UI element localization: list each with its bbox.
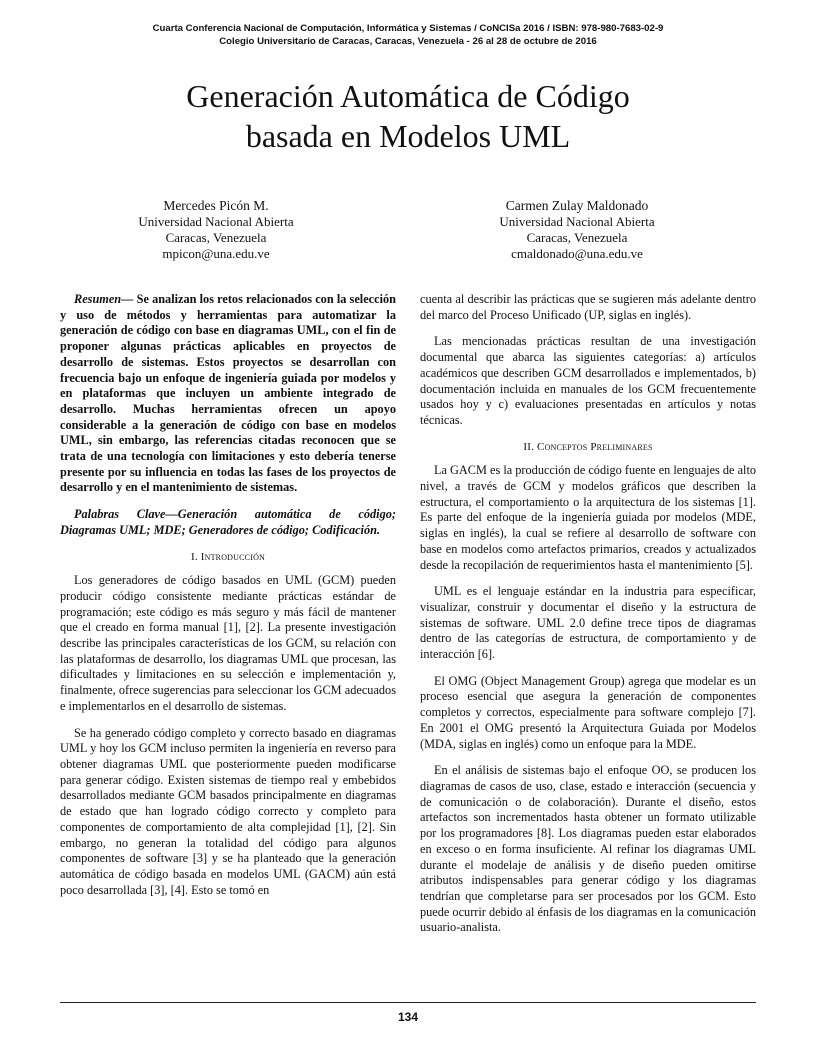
paper-title xyxy=(0,76,816,156)
author-name: Carmen Zulay Maldonado xyxy=(505,198,649,213)
section-numeral: I. xyxy=(190,550,198,563)
author-location: Caracas, Venezuela xyxy=(526,230,628,245)
title-line-1: Generación Automática de Código xyxy=(186,78,630,114)
author-block xyxy=(457,198,697,262)
header-line-1: Cuarta Conferencia Nacional de Computación, Informática y Sistemas / CoNCISa 2016 / ISBN: 978-980-7683-02-9 xyxy=(152,23,664,34)
author-affiliation: Universidad Nacional Abierta xyxy=(499,214,655,229)
section-title: Introducción xyxy=(200,550,266,563)
author-block xyxy=(96,198,336,262)
header-line-2: Colegio Universitario de Caracas, Caracas, Venezuela - 26 al 28 de octubre de 2016 xyxy=(219,36,597,47)
paragraph: Se ha generado código completo y correcto basado en diagramas UML y hoy los GCM incluso permiten la ingeniería en reverso para obtener diagramas UML que posteriormente pueden modificarse para generar código. Existen sistemas de tiempo real y embebidos desarrollados mediante GCM basados principalmente en diagramas de estado que han logrado código correcto y completo para componentes de comportamiento de alta complejidad [1], [2]. Sin embargo, no generan la totalidad del código para algunos componentes de software [3] y se ha planteado que la generación automática de código basada en modelos UML (GACM) aún está poco desarrollada [3], [4]. Esto se tomó en xyxy=(60,725,396,897)
footer-rule xyxy=(60,1002,756,1003)
section-heading xyxy=(60,550,396,566)
author-location: Caracas, Venezuela xyxy=(165,230,267,245)
abstract-text: Se analizan los retos relacionados con la selección y uso de métodos y herramientas para automatizar la generación de código con base en diagramas UML, con el fin de proponer algunas prácticas aplicables en proyectos de desarrollo de sistemas. Estos proyectos se desarrollan con frecuencia bajo un enfoque de ingeniería guiada por modelos y en plataformas que incluyen un ambiente integrado de desarrollo. Muchas herramientas ofrecen un apoyo considerable a la generación de código con base en modelos UML, sin embargo, las referencias citadas reconocen que se trata de una tecnología con limitaciones y esto debería tenerse presente por su influencia en todas las fases de los proyectos de desarrollo y en el mantenimiento de sistemas. xyxy=(60,292,396,495)
abstract xyxy=(60,292,396,496)
paragraph: UML es el lenguaje estándar en la industria para especificar, visualizar, construir y documentar el diseño y la estructura de sistemas de software. UML 2.0 define trece tipos de diagramas dentro de las categorías de estructura, de comportamiento y de interacción [6]. xyxy=(420,584,756,662)
abstract-label: Resumen— xyxy=(74,292,134,306)
conference-header xyxy=(0,22,816,48)
paragraph: Las mencionadas prácticas resultan de una investigación documental que abarca las siguientes categorías: a) artículos académicos que describen GCM desarrollados e implementados, b) documentación incluida en manuales de los GCM frecuentemente usados hoy y c) evaluaciones presentadas en artículos y notas técnicas. xyxy=(420,334,756,427)
paragraph: En el análisis de sistemas bajo el enfoque OO, se producen los diagramas de casos de uso, clase, estado e interacción (secuencia y de comunicación o de colaboración). Durante el diseño, estos artefactos son incrementados hasta obtener un formato utilizable por los programadores [8]. Los diagramas pueden estar elaborados en exceso o en forma insuficiente. Al refinar los diagramas UML durante el modelaje de análisis y de diseño pueden omitirse atributos indispensables para generar código y los diagramas tendrían que completarse para ser procesados por los GCM. Esto puede ocurrir debido al énfasis de los diagramas en la comunicación usuario-analista. xyxy=(420,763,756,935)
author-affiliation: Universidad Nacional Abierta xyxy=(138,214,294,229)
section-title: Conceptos Preliminares xyxy=(537,440,653,453)
author-email: mpicon@una.edu.ve xyxy=(162,246,270,261)
title-line-2: basada en Modelos UML xyxy=(245,118,571,154)
author-email: cmaldonado@una.edu.ve xyxy=(511,246,643,261)
paragraph: Los generadores de código basados en UML (GCM) pueden producir código consistente mediante prácticas estándar de programación; este código es más seguro y más fácil de mantener que el creado en forma manual [1], [2]. La presente investigación describe las principales características de los GCM, su relación con las plataformas de desarrollo, los diagramas UML que procesan, las dificultades y limitaciones en su selección e implementación y, finalmente, ofrece sugerencias para seleccionar los GCM adecuados e implementarlos en el desarrollo de sistemas. xyxy=(60,573,396,713)
paragraph: cuenta al describir las prácticas que se sugieren más adelante dentro del marco del Proceso Unificado (UP, siglas en inglés). xyxy=(420,292,756,322)
author-name: Mercedes Picón M. xyxy=(163,198,269,213)
right-column xyxy=(420,292,756,947)
paragraph: La GACM es la producción de código fuente en lenguajes de alto nivel, a través de GCM y modelos gráficos que describen la estructura, el comportamiento o la arquitectura de los sistemas [1]. Es parte del enfoque de la ingeniería guiada por modelos (MDE, siglas en inglés), la cual se refiere al desarrollo de software con base en modelos como artefactos primarios, creados y actualizados desde la recopilación de requerimientos hasta el mantenimiento [5]. xyxy=(420,463,757,572)
section-heading xyxy=(420,440,756,456)
page-number: 134 xyxy=(397,1010,419,1024)
paragraph: El OMG (Object Management Group) agrega que modelar es un proceso esencial que asegura la generación de componentes completos y correctos, especialmente para software complejo [7]. En 2001 el OMG presentó la Arquitectura Guiada por Modelos (MDA, siglas en inglés) como un enfoque para la MDE. xyxy=(420,673,756,751)
section-numeral: II. xyxy=(523,440,535,453)
left-column xyxy=(60,292,396,909)
keywords: Palabras Clave—Generación automática de código; Diagramas UML; MDE; Generadores de código; Codificación. xyxy=(60,507,396,537)
